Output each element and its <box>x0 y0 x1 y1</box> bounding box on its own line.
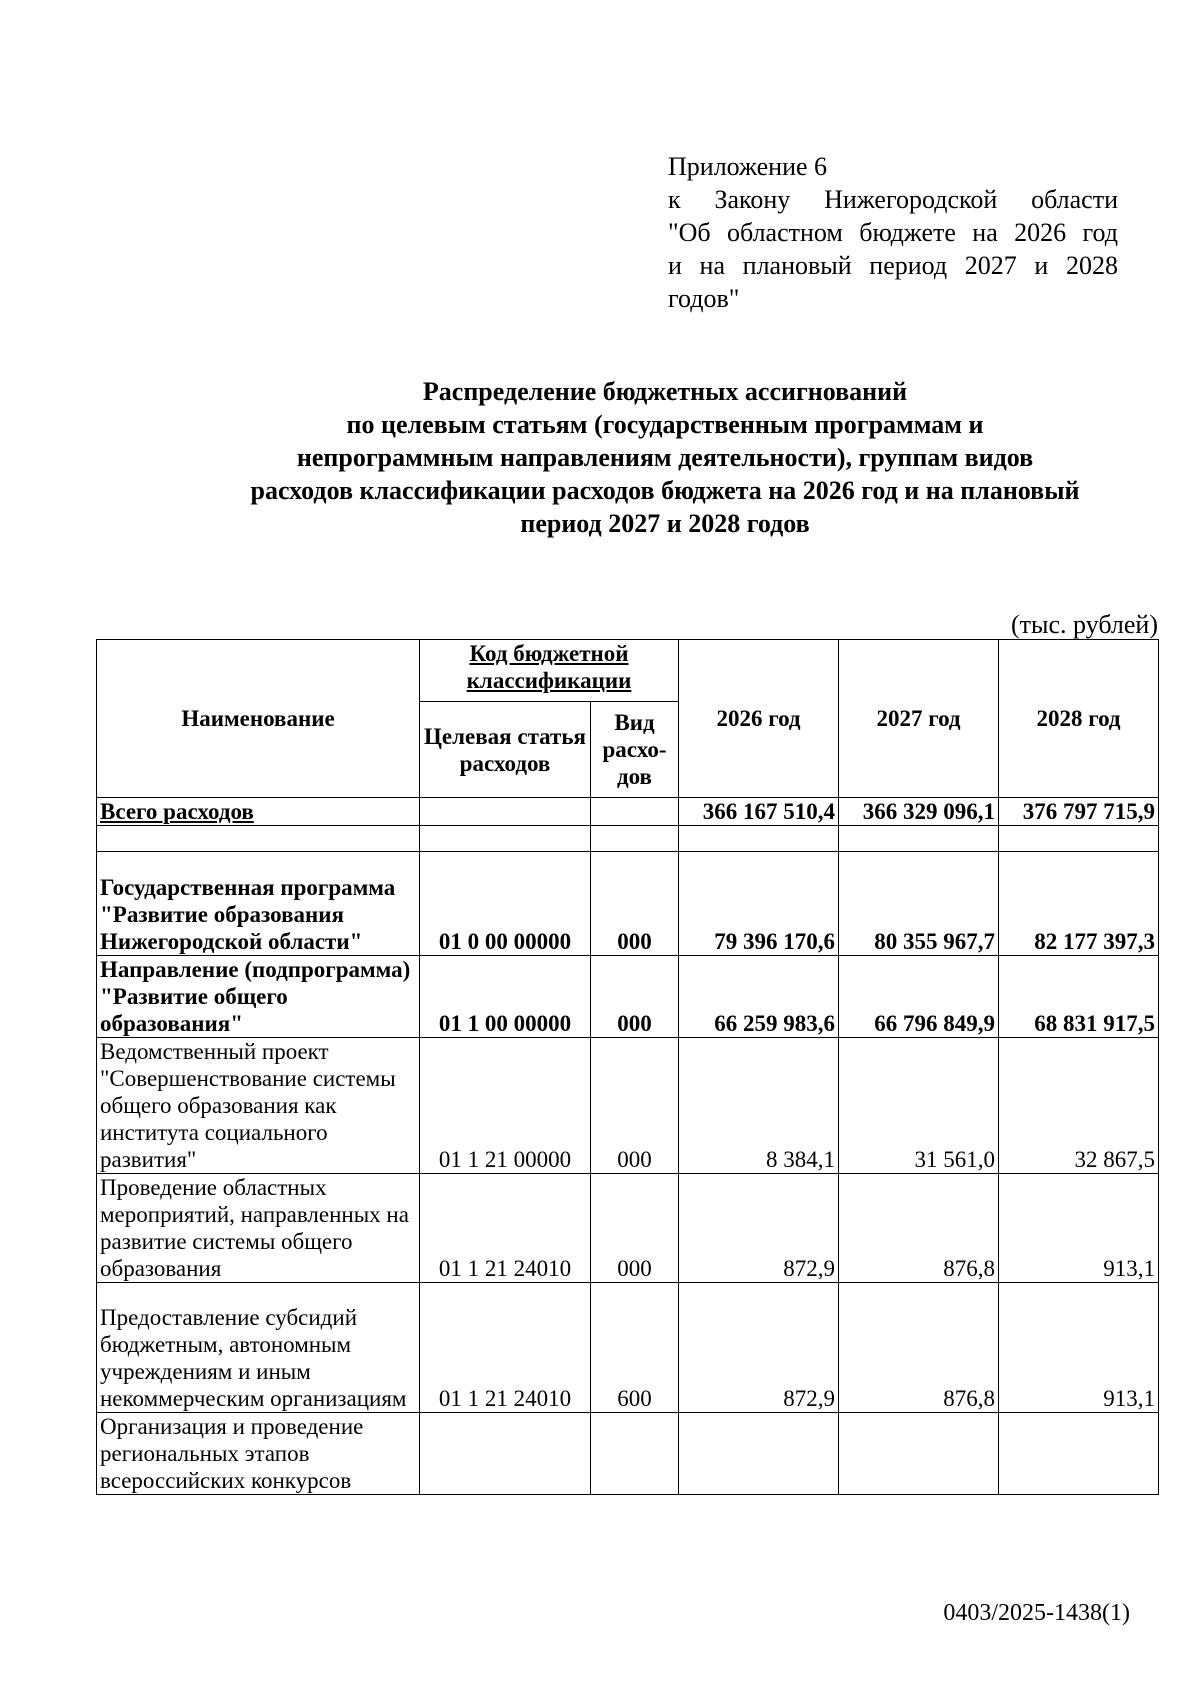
header-name: Наименование <box>97 640 420 798</box>
table-row <box>97 826 1159 852</box>
cell-name: Всего расходов <box>97 798 420 826</box>
table-row <box>97 852 1159 956</box>
table-row <box>97 956 1159 1038</box>
table-row <box>97 798 1159 826</box>
title-line-1: Распределение бюджетных ассигнований <box>422 377 908 406</box>
cell-2027 <box>839 1413 999 1495</box>
cell-2026: 66 259 983,6 <box>679 956 839 1038</box>
cell-2028: 913,1 <box>999 1174 1159 1283</box>
cell-expense-kind: 000 <box>591 852 679 956</box>
table-row <box>97 1174 1159 1283</box>
appendix-block <box>668 150 1118 315</box>
title-line-4: расходов классификации расходов бюджета на 2026 год и на плановый <box>250 476 1080 505</box>
table-row <box>97 1038 1159 1174</box>
cell-2027: 80 355 967,7 <box>839 852 999 956</box>
units-label: (тыс. рублей) <box>1010 610 1158 639</box>
cell-target-article: 01 1 21 00000 <box>420 1038 591 1174</box>
header-2028: 2028 год <box>999 640 1159 798</box>
title-line-3: непрограммным направлениям деятельности), группам видов <box>296 443 1034 472</box>
cell-target-article: 01 1 21 24010 <box>420 1283 591 1413</box>
cell-target-article <box>420 826 591 852</box>
header-expense-kind: Вид расхо-дов <box>591 702 679 798</box>
cell-2027: 66 796 849,9 <box>839 956 999 1038</box>
cell-expense-kind: 000 <box>591 956 679 1038</box>
cell-2026 <box>679 826 839 852</box>
cell-name: Ведомственный проект "Совершенствование системы общего образования как института социального развития" <box>97 1038 420 1174</box>
header-2026: 2026 год <box>679 640 839 798</box>
cell-expense-kind: 000 <box>591 1174 679 1283</box>
cell-expense-kind <box>591 826 679 852</box>
cell-2027: 876,8 <box>839 1283 999 1413</box>
cell-expense-kind: 600 <box>591 1283 679 1413</box>
table-row <box>97 1413 1159 1495</box>
cell-target-article <box>420 1413 591 1495</box>
title-line-2: по целевым статьям (государственным программам и <box>346 410 984 439</box>
cell-2028: 913,1 <box>999 1283 1159 1413</box>
cell-name: Предоставление субсидий бюджетным, автономным учреждениям и иным некоммерческим организациям <box>97 1283 420 1413</box>
cell-target-article: 01 1 00 00000 <box>420 956 591 1038</box>
title-line-5: период 2027 и 2028 годов <box>520 509 810 538</box>
document-number: 0403/2025-1438(1) <box>943 1600 1130 1626</box>
cell-target-article <box>420 798 591 826</box>
header-code-group <box>420 640 679 702</box>
appendix-line-3: "Об областном бюджете на 2026 год <box>668 218 1118 247</box>
cell-2028: 82 177 397,3 <box>999 852 1159 956</box>
cell-2026 <box>679 1413 839 1495</box>
cell-target-article: 01 1 21 24010 <box>420 1174 591 1283</box>
cell-name: Проведение областных мероприятий, направленных на развитие системы общего образования <box>97 1174 420 1283</box>
cell-2026: 79 396 170,6 <box>679 852 839 956</box>
cell-name: Направление (подпрограмма) "Развитие общего образования" <box>97 956 420 1038</box>
cell-name: Государственная программа "Развитие образования Нижегородской области" <box>97 852 420 956</box>
cell-2027: 31 561,0 <box>839 1038 999 1174</box>
appendix-line-2: к Закону Нижегородской области <box>668 185 1118 214</box>
cell-2026: 872,9 <box>679 1283 839 1413</box>
cell-2027 <box>839 826 999 852</box>
header-2027: 2027 год <box>839 640 999 798</box>
cell-2027: 366 329 096,1 <box>839 798 999 826</box>
header-target-article: Целевая статья расходов <box>420 702 591 798</box>
cell-expense-kind <box>591 798 679 826</box>
cell-2026: 366 167 510,4 <box>679 798 839 826</box>
cell-2028: 32 867,5 <box>999 1038 1159 1174</box>
cell-2026: 872,9 <box>679 1174 839 1283</box>
cell-2028 <box>999 1413 1159 1495</box>
cell-target-article: 01 0 00 00000 <box>420 852 591 956</box>
cell-2026: 8 384,1 <box>679 1038 839 1174</box>
cell-2028: 376 797 715,9 <box>999 798 1159 826</box>
cell-2028 <box>999 826 1159 852</box>
appendix-line-5: годов" <box>668 284 740 313</box>
cell-expense-kind <box>591 1413 679 1495</box>
cell-2028: 68 831 917,5 <box>999 956 1159 1038</box>
cell-name: Организация и проведение региональных этапов всероссийских конкурсов <box>97 1413 420 1495</box>
header-code-group-label: Код бюджетной классификации <box>466 641 632 693</box>
cell-2027: 876,8 <box>839 1174 999 1283</box>
document-title <box>190 375 1140 540</box>
budget-table <box>96 639 1159 1495</box>
appendix-line-1: Приложение 6 <box>668 152 828 181</box>
appendix-line-4: и на плановый период 2027 и 2028 <box>668 251 1118 280</box>
cell-name <box>97 826 420 852</box>
cell-expense-kind: 000 <box>591 1038 679 1174</box>
table-row <box>97 1283 1159 1413</box>
